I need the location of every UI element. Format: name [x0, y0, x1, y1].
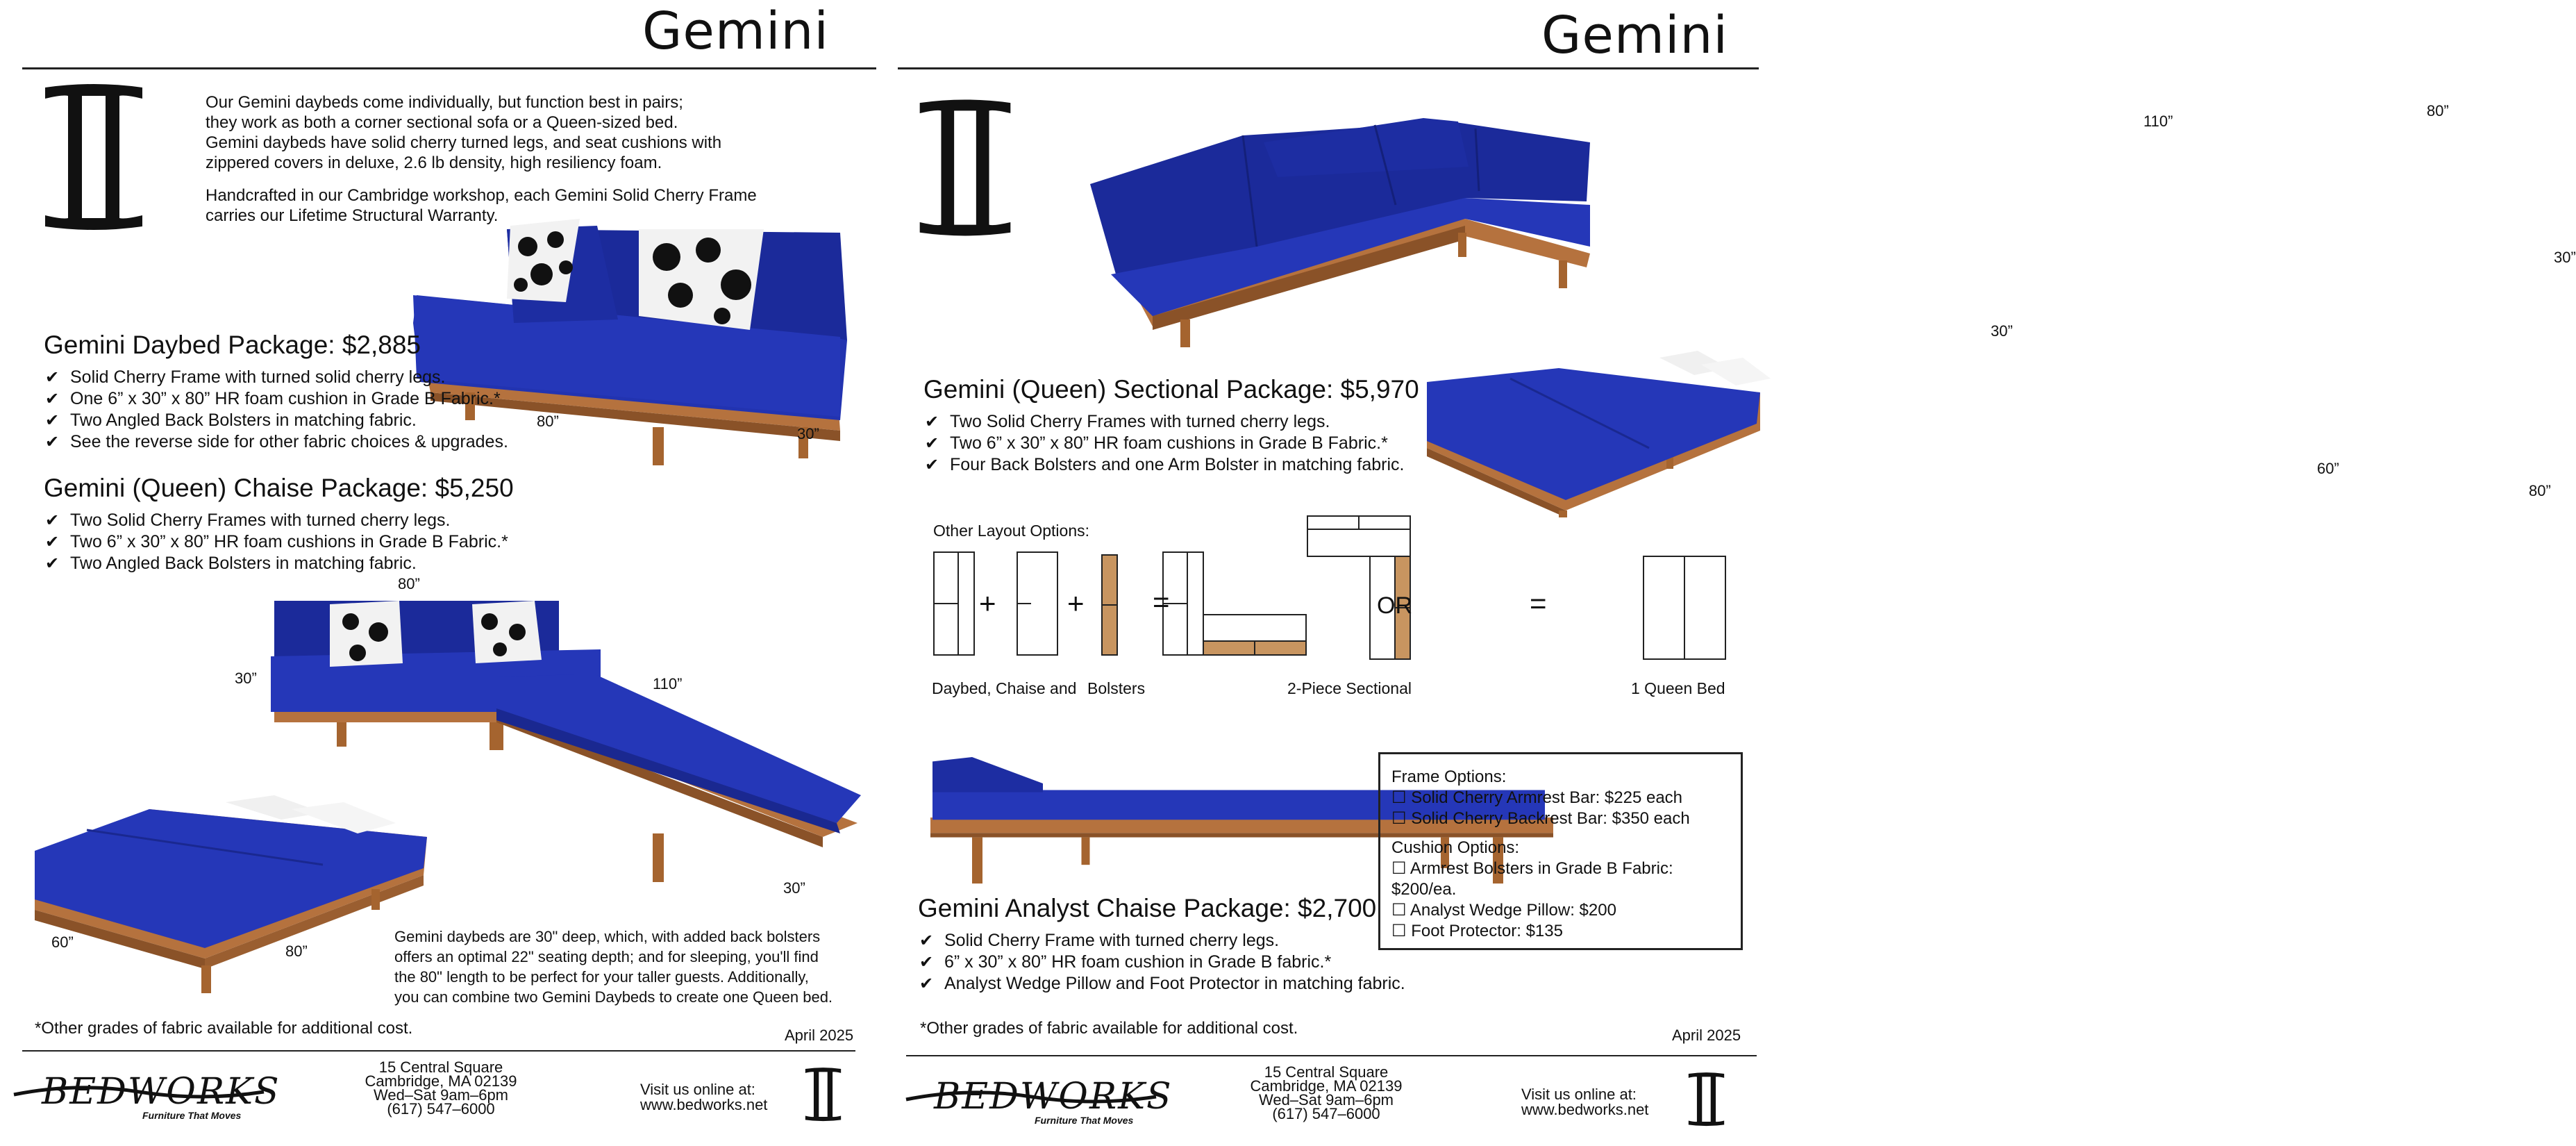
logo-text: BEDWORKS [934, 1076, 1173, 1118]
dimension-label: 80” [2427, 102, 2449, 119]
right-page [885, 0, 2576, 1146]
package-item: ✔ See the reverse side for other fabric choices & upgrades. [44, 431, 508, 453]
package-item: ✔ Two 6” x 30” x 80” HR foam cushions in Grade B Fabric.* [44, 531, 514, 553]
page-title: Gemini [642, 1, 829, 61]
package-item: ✔ Two 6” x 30” x 80” HR foam cushions in Grade B Fabric.* [923, 433, 1419, 454]
daybed-package [44, 331, 508, 453]
package-title: Gemini Daybed Package: $2,885 [44, 331, 421, 359]
package-item: ✔ Analyst Wedge Pillow and Foot Protector in matching fabric. [918, 973, 1405, 995]
package-item: ✔ 6” x 30” x 80” HR foam cushion in Grade B fabric.* [918, 952, 1405, 973]
visit-block [640, 1082, 767, 1113]
frame-option-item[interactable]: ☐ Solid Cherry Backrest Bar: $350 each [1391, 809, 1690, 828]
address-line: 15 Central Square [1264, 1063, 1389, 1081]
dimension-label: 30” [783, 879, 805, 897]
address-block [351, 1058, 531, 1118]
address-line: (617) 547–6000 [387, 1100, 495, 1118]
package-item: ✔ Two Solid Cherry Frames with turned cherry legs. [923, 411, 1419, 433]
address-line: 15 Central Square [378, 1058, 503, 1076]
dimension-label: 60” [2317, 460, 2339, 477]
package-title: Gemini (Queen) Sectional Package: $5,970 [923, 375, 1419, 404]
equals-sign: = [1153, 586, 1170, 618]
note-line: the 80" length to be perfect for your taller guests. Additionally, [394, 968, 809, 986]
date-label: April 2025 [1672, 1027, 1741, 1044]
package-item: ✔ Two Solid Cherry Frames with turned cherry legs. [44, 510, 514, 531]
package-title: Gemini Analyst Chaise Package: $2,700 [918, 894, 1377, 922]
note-line: Gemini daybeds are 30" deep, which, with added back bolsters [394, 928, 821, 945]
intro-line: zippered covers in deluxe, 2.6 lb density, high resiliency foam. [206, 153, 662, 172]
package-item: ✔ One 6” x 30” x 80” HR foam cushion in Grade B Fabric.* [44, 388, 508, 410]
logo-text: BEDWORKS [42, 1071, 281, 1113]
logo-tagline: Furniture That Moves [1035, 1115, 1134, 1126]
plus-sign: + [979, 587, 996, 620]
warranty-line: carries our Lifetime Structural Warranty. [206, 206, 499, 225]
dimension-label: 110” [2143, 113, 2173, 130]
gemini-symbol-icon [804, 1065, 842, 1124]
dimension-label: 30” [797, 425, 819, 442]
address-line: (617) 547–6000 [1272, 1105, 1380, 1122]
title-rule [898, 67, 1759, 69]
dimension-label: 30” [1991, 322, 2013, 340]
dimension-label: 80” [398, 575, 420, 592]
cushion-option-item[interactable]: ☐ Armrest Bolsters in Grade B Fabric: $200/ea. [1391, 859, 1673, 899]
diagram-label: 1 Queen Bed [1631, 679, 1725, 697]
cushion-option-item[interactable]: ☐ Foot Protector: $135 [1391, 922, 1563, 940]
dimension-label: 60” [51, 933, 74, 951]
note-line: offers an optimal 22" seating depth; and for sleeping, you'll find [394, 948, 819, 965]
address-line: Wed–Sat 9am–6pm [1258, 1091, 1394, 1108]
plus-sign: + [1067, 587, 1085, 620]
intro-line: Our Gemini daybeds come individually, but function best in pairs; [206, 93, 683, 112]
sectional-package [923, 375, 1419, 476]
dimension-label: 80” [285, 942, 308, 960]
package-title: Gemini (Queen) Chaise Package: $5,250 [44, 474, 514, 502]
option-text: Analyst Wedge Pillow: $200 [1410, 901, 1616, 920]
note-line: you can combine two Gemini Daybeds to create one Queen bed. [394, 988, 833, 1006]
visit-block [1521, 1087, 1648, 1118]
layout-diagram [927, 510, 1760, 663]
gemini-symbol-icon [42, 82, 146, 231]
bedworks-logo[interactable] [14, 1061, 281, 1124]
dimension-label: 30” [2554, 249, 2576, 266]
option-text: Solid Cherry Armrest Bar: $225 each [1411, 788, 1683, 807]
footer-rule [906, 1055, 1757, 1056]
diagram-label: Daybed, Chaise and [932, 679, 1077, 697]
or-label: OR [1377, 592, 1412, 619]
option-text: Solid Cherry Backrest Bar: $350 each [1411, 809, 1690, 828]
package-item: ✔ Four Back Bolsters and one Arm Bolster in matching fabric. [923, 454, 1419, 476]
footer-rule [22, 1050, 855, 1052]
bedworks-logo[interactable] [906, 1066, 1173, 1129]
diagram-label: 2-Piece Sectional [1287, 679, 1412, 697]
fabric-note: *Other grades of fabric available for additional cost. [35, 1019, 413, 1038]
frame-options-heading: Frame Options: [1391, 767, 1507, 786]
dimension-label: 110” [653, 675, 683, 692]
layout-heading: Other Layout Options: [933, 522, 1090, 540]
queen-bed-photo [1420, 351, 1920, 517]
cushion-options-heading: Cushion Options: [1391, 838, 1520, 857]
address-line: Cambridge, MA 02139 [365, 1072, 517, 1090]
fabric-note: *Other grades of fabric available for additional cost. [920, 1019, 1298, 1038]
intro-line: they work as both a corner sectional sofa or a Queen-sized bed. [206, 113, 678, 132]
queen-bed-photo [31, 788, 434, 997]
warranty-line: Handcrafted in our Cambridge workshop, each Gemini Solid Cherry Frame [206, 186, 757, 205]
logo-tagline: Furniture That Moves [142, 1110, 242, 1121]
analyst-package [918, 894, 1405, 995]
package-item: ✔ Solid Cherry Frame with turned solid cherry legs. [44, 367, 508, 388]
title-rule [22, 67, 876, 69]
visit-label: Visit us online at: [640, 1081, 755, 1098]
website-link[interactable]: www.bedworks.net [1521, 1101, 1649, 1118]
address-line: Cambridge, MA 02139 [1250, 1077, 1403, 1095]
option-text: Foot Protector: $135 [1411, 922, 1563, 940]
chaise-package [44, 474, 514, 574]
sectional-photo [1090, 115, 1604, 351]
equals-sign: = [1530, 587, 1547, 620]
visit-label: Visit us online at: [1521, 1086, 1637, 1103]
package-item: ✔ Two Angled Back Bolsters in matching fabric. [44, 410, 508, 431]
frame-option-item[interactable]: ☐ Solid Cherry Armrest Bar: $225 each [1391, 788, 1683, 807]
cushion-option-item[interactable]: ☐ Analyst Wedge Pillow: $200 [1391, 901, 1616, 920]
option-text: Armrest Bolsters in Grade B Fabric: $200/ea. [1391, 859, 1673, 899]
package-item: ✔ Two Angled Back Bolsters in matching fabric. [44, 553, 514, 574]
dimension-label: 80” [2529, 482, 2551, 499]
package-item: ✔ Solid Cherry Frame with turned cherry legs. [918, 930, 1405, 952]
page-title: Gemini [1541, 6, 1728, 65]
gemini-symbol-icon [917, 92, 1014, 243]
gemini-symbol-icon [1687, 1070, 1725, 1129]
dimension-label: 30” [235, 670, 257, 687]
left-page [0, 0, 885, 1146]
options-box [1378, 752, 1743, 950]
depth-note [394, 927, 833, 1007]
intro-line: Gemini daybeds have solid cherry turned legs, and seat cushions with [206, 133, 722, 152]
diagram-label: Bolsters [1087, 679, 1146, 697]
dimension-label: 80” [537, 413, 559, 430]
website-link[interactable]: www.bedworks.net [640, 1096, 768, 1113]
address-block [1236, 1065, 1416, 1121]
intro-text [206, 92, 721, 173]
date-label: April 2025 [785, 1027, 854, 1044]
address-line: Wed–Sat 9am–6pm [373, 1086, 509, 1104]
